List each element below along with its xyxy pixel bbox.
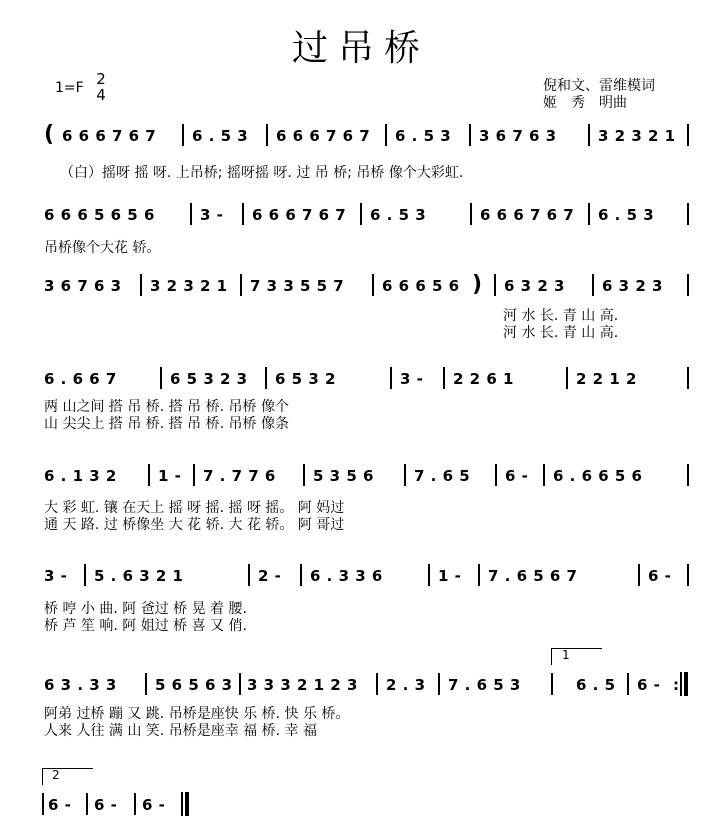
measure: 3 - <box>44 567 68 585</box>
barline <box>266 124 268 146</box>
measure: 7 . 6 5 6 7 <box>488 567 578 585</box>
measure: 6 3 2 3 <box>504 277 565 295</box>
barline <box>627 673 629 695</box>
barline <box>687 564 689 586</box>
barline <box>181 792 183 816</box>
barline <box>443 367 445 389</box>
barline <box>248 564 250 586</box>
volta-bracket-1 <box>551 648 602 665</box>
barline <box>494 274 496 296</box>
barline <box>566 367 568 389</box>
lyric-line: 山 尖尖上 搭 吊 桥. 搭 吊 桥. 吊桥 像条 <box>44 416 289 432</box>
final-barline <box>185 792 189 816</box>
volta-number-2: 2 <box>52 768 60 782</box>
measure: 3 3 3 2 1 2 3 <box>247 676 358 694</box>
measure: 6 - <box>142 796 166 814</box>
barline <box>404 464 406 486</box>
measure: 6 3 . 3 3 <box>44 676 117 694</box>
volta-bracket-2 <box>42 768 93 785</box>
measure: 6 . 6 6 7 <box>44 370 117 388</box>
barline <box>84 564 86 586</box>
lyric-line: 桥 哼 小 曲. 阿 爸过 桥 晃 着 腰. <box>44 601 247 617</box>
barline <box>438 673 440 695</box>
barline <box>239 673 241 695</box>
barline <box>242 203 244 225</box>
measure: 2 2 1 2 <box>576 370 637 388</box>
barline <box>360 203 362 225</box>
measure: 6 - <box>48 796 72 814</box>
measure: 6 6 6 5 6 <box>382 277 460 295</box>
measure: 6 6 6 5 6 5 6 <box>44 206 155 224</box>
measure: 5 3 5 6 <box>313 467 374 485</box>
measure: 6 - <box>637 676 661 694</box>
barline <box>300 564 302 586</box>
measure: 3 6 7 6 3 <box>44 277 122 295</box>
measure: 6 6 6 7 6 7 <box>480 206 575 224</box>
measure: 6 . 3 3 6 <box>310 567 383 585</box>
measure: 3 2 3 2 1 <box>598 127 676 145</box>
measure: 6 - <box>505 467 529 485</box>
time-signature-top: 2 <box>96 70 106 88</box>
barline <box>469 124 471 146</box>
barline <box>303 464 305 486</box>
barline <box>193 464 195 486</box>
barline <box>140 274 142 296</box>
barline <box>134 793 136 815</box>
lyric-line: 桥 芦 笙 响. 阿 姐过 桥 喜 又 俏. <box>44 618 247 634</box>
open-parenthesis: ( <box>44 122 55 147</box>
measure: 6 . 5 3 <box>395 127 452 145</box>
barline <box>495 464 497 486</box>
measure: 6 . 5 3 <box>598 206 655 224</box>
barline <box>470 203 472 225</box>
measure: 6 . 1 3 2 <box>44 467 117 485</box>
song-title: 过吊桥 <box>291 28 430 69</box>
barline <box>592 274 594 296</box>
lyric-line: 两 山之间 搭 吊 桥. 搭 吊 桥. 吊桥 像个 <box>44 399 289 415</box>
barline <box>588 124 590 146</box>
barline <box>543 464 545 486</box>
barline <box>190 203 192 225</box>
barline <box>148 464 150 486</box>
lyric-line: 大 彩 虹. 镶 在天上 摇 呀 摇. 摇 呀 摇。 阿 妈过 <box>44 500 345 516</box>
measure: 6 . 6 6 5 6 <box>553 467 643 485</box>
barline <box>687 464 689 486</box>
barline <box>376 673 378 695</box>
measure: 6 . 5 3 <box>370 206 427 224</box>
barline <box>687 274 689 296</box>
measure: 6 5 3 2 3 <box>170 370 248 388</box>
barline <box>145 673 147 695</box>
barline <box>687 203 689 225</box>
measure: 7 . 6 5 <box>414 467 471 485</box>
measure: 7 . 7 7 6 <box>203 467 276 485</box>
measure: 3 - <box>200 206 224 224</box>
barline <box>160 367 162 389</box>
measure: 3 - <box>400 370 424 388</box>
lyric-line: （白）摇呀 摇 呀. 上吊桥; 摇呀摇 呀. 过 吊 桥; 吊桥 像个大彩虹. <box>60 165 464 181</box>
lyric-line: 通 天 路. 过 桥像坐 大 花 轿. 大 花 轿。 阿 哥过 <box>44 517 345 533</box>
lyric-line: 河 水 长. 青 山 高. <box>503 325 619 341</box>
measure: 7 3 3 5 5 7 <box>250 277 345 295</box>
barline <box>86 793 88 815</box>
measure: 3 6 7 6 3 <box>479 127 557 145</box>
measure: 3 2 3 2 1 <box>150 277 228 295</box>
barline <box>428 564 430 586</box>
measure: 2 2 6 1 <box>453 370 514 388</box>
barline <box>182 124 184 146</box>
volta-number-1: 1 <box>562 648 570 662</box>
barline <box>265 367 267 389</box>
measure: 7 . 6 5 3 <box>448 676 521 694</box>
measure: 2 - <box>258 567 282 585</box>
barline <box>42 793 44 815</box>
barline <box>638 564 640 586</box>
close-parenthesis: ) <box>472 272 483 297</box>
repeat-dots: : <box>673 676 680 694</box>
barline <box>478 564 480 586</box>
measure: 6 - <box>94 796 118 814</box>
barline <box>680 672 682 696</box>
measure: 1 - <box>438 567 462 585</box>
measure: 6 - <box>648 567 672 585</box>
measure: 6 6 6 7 6 7 <box>276 127 371 145</box>
measure: 1 - <box>158 467 182 485</box>
measure: 2 . 3 <box>386 676 426 694</box>
measure: 6 . 5 <box>576 676 616 694</box>
time-signature-bottom: 4 <box>96 86 106 104</box>
measure: 5 6 5 6 3 <box>155 676 233 694</box>
measure: 6 5 3 2 <box>275 370 336 388</box>
lyric-line: 吊桥像个大花 轿。 <box>44 240 161 256</box>
composer-credit: 姬 秀 明曲 <box>543 95 627 111</box>
lyric-line: 阿弟 过桥 蹦 又 跳. 吊桥是座快 乐 桥. 快 乐 桥。 <box>44 706 350 722</box>
time-signature <box>95 71 107 103</box>
barline <box>240 274 242 296</box>
lyric-line: 人来 人往 满 山 笑. 吊桥是座幸 福 桥. 幸 福 <box>44 723 317 739</box>
barline <box>687 124 689 146</box>
key-signature: 1=F <box>55 80 84 96</box>
barline <box>551 673 553 695</box>
lyric-line: 河 水 长. 青 山 高. <box>503 308 619 324</box>
measure: 6 3 2 3 <box>602 277 663 295</box>
barline <box>687 367 689 389</box>
barline <box>390 367 392 389</box>
barline <box>385 124 387 146</box>
repeat-end-barline <box>684 672 688 696</box>
measure: 5 . 6 3 2 1 <box>94 567 184 585</box>
measure: 6 . 5 3 <box>192 127 249 145</box>
barline <box>372 274 374 296</box>
lyricist-credit: 倪和文、雷维模词 <box>543 78 655 94</box>
measure: 6 6 6 7 6 7 <box>252 206 347 224</box>
barline <box>588 203 590 225</box>
measure: 6 6 6 7 6 7 <box>62 127 157 145</box>
